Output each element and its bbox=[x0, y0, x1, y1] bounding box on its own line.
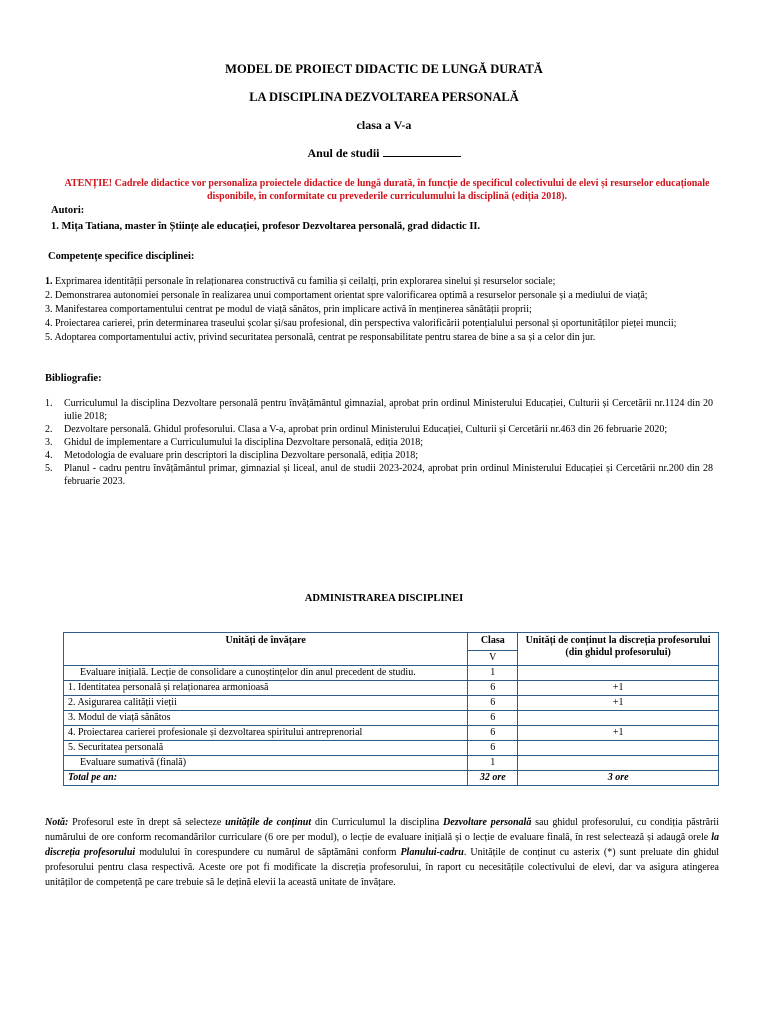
bibliography-heading: Bibliografie: bbox=[45, 373, 102, 384]
row-unit: 3. Modul de viață sănătos bbox=[64, 711, 468, 726]
bibliography-item: 3. Ghidul de implementare a Curriculumului la disciplina Dezvoltare personală, ediția 2018; bbox=[45, 437, 424, 448]
warning-text: Cadrele didactice vor personaliza proiectele didactice de lungă durată, în funcție de specificul colectivului de elevi și resurselor educaționale disponibile, în conformitate cu prevederile curriculumului la disciplină (ediția 2018). bbox=[112, 178, 710, 202]
table-row bbox=[64, 711, 719, 726]
header-content: Unități de conținut la discreția profesorului (din ghidul profesorului) bbox=[518, 633, 719, 666]
warning-notice bbox=[62, 177, 712, 203]
bibliography-item: 2. Dezvoltare personală. Ghidul profesorului. Clasa a V-a, aprobat prin ordinul Ministerului Educației, Culturii și Cercetării nr.463 din 26 februarie 2020; bbox=[45, 424, 668, 435]
row-extra bbox=[518, 711, 719, 726]
competence-item: 3. Manifestarea comportamentului centrat pe modul de viață sănătos, prin implicare activă în menținerea sănătății proprii; bbox=[45, 304, 532, 315]
competence-item: 4. Proiectarea carierei, prin determinarea traseului școlar și/sau profesional, din perspectiva valorificării potențialului personal și oportunităților pieței muncii; bbox=[45, 318, 677, 329]
row-hours: 6 bbox=[468, 711, 518, 726]
bibliography-item: 1. Curriculumul la disciplina Dezvoltare personală pentru învățământul gimnazial, aprobat prin ordinul Ministerului Educației, Culturii și Cercetării nr.1124 din 20 iulie 2018; bbox=[45, 398, 713, 422]
row-extra bbox=[518, 756, 719, 771]
table-row bbox=[64, 756, 719, 771]
bibliography-item: 4. Metodologia de evaluare prin descriptori la disciplina Dezvoltare personală, ediția 2018; bbox=[45, 450, 419, 461]
header-class-v: V bbox=[468, 650, 518, 665]
administration-heading: ADMINISTRAREA DISCIPLINEI bbox=[304, 593, 464, 604]
title-line-4 bbox=[0, 146, 768, 161]
title-line-1: MODEL DE PROIECT DIDACTIC DE LUNGĂ DURATĂ bbox=[225, 62, 543, 76]
header-class: Clasa bbox=[468, 633, 518, 651]
table-total-row bbox=[64, 771, 719, 786]
title-line-2: LA DISCIPLINA DEZVOLTAREA PERSONALĂ bbox=[249, 90, 519, 104]
competences-list bbox=[45, 275, 713, 345]
table-header-row bbox=[64, 633, 719, 651]
row-extra: +1 bbox=[518, 696, 719, 711]
bibliography-list bbox=[45, 397, 713, 488]
header-units: Unități de învățare bbox=[64, 633, 468, 666]
row-unit: 4. Proiectarea carierei profesionale și dezvoltarea spiritului antreprenorial bbox=[64, 726, 468, 741]
table-row bbox=[64, 741, 719, 756]
bibliography-item: 5. Planul - cadru pentru învățământul primar, gimnazial și liceal, anul de studii 2023-2024, aprobat prin ordinul Ministerului Educației și Cercetării nr.200 din 28 februarie 2023. bbox=[45, 463, 713, 487]
row-extra bbox=[518, 741, 719, 756]
row-unit: 2. Asigurarea calității vieții bbox=[64, 696, 468, 711]
row-hours: 1 bbox=[468, 666, 518, 681]
competence-item: 2. Demonstrarea autonomiei personale în realizarea unui comportament orientat spre valorificarea optimă a resurselor personale și a mediului de viață; bbox=[45, 290, 648, 301]
study-year-label: Anul de studii bbox=[307, 146, 380, 160]
row-hours: 1 bbox=[468, 756, 518, 771]
total-hours: 32 ore bbox=[468, 771, 518, 786]
study-year-blank bbox=[383, 146, 461, 157]
authors-heading: Autori: bbox=[51, 205, 85, 216]
competence-item: 1. Exprimarea identității personale în relaționarea constructivă cu familia și ceilalți, prin explorarea sinelui și resurselor sociale; bbox=[45, 276, 556, 287]
total-label: Total pe an: bbox=[64, 771, 468, 786]
total-extra: 3 ore bbox=[518, 771, 719, 786]
row-unit: Evaluare sumativă (finală) bbox=[64, 756, 468, 771]
row-hours: 6 bbox=[468, 696, 518, 711]
row-unit: 5. Securitatea personală bbox=[64, 741, 468, 756]
row-hours: 6 bbox=[468, 726, 518, 741]
warning-label: ATENȚIE! bbox=[64, 178, 113, 189]
title-line-3: clasa a V-a bbox=[356, 118, 412, 132]
author-item: 1. Mița Tatiana, master în Științe ale educației, profesor Dezvoltarea personală, grad didactic II. bbox=[51, 221, 481, 232]
row-unit: Evaluare inițială. Lecție de consolidare a cunoștințelor din anul precedent de studiu. bbox=[64, 666, 468, 681]
competences-heading: Competențe specifice disciplinei: bbox=[48, 251, 195, 262]
row-extra: +1 bbox=[518, 681, 719, 696]
note-paragraph: Notă: Profesorul este în drept să selecteze unitățile de conținut din Curriculumul la disciplina Dezvoltare personală sau ghidul profesorului, cu condiția păstrării numărului de ore conform recomandărilor curriculare (6 ore per modul), o lecție de evaluare inițială și o lecție de evaluare finală, în rest selectează și adaugă orele la discreția profesorului modulului în corespundere cu numărul de săptămâni conform Planului-cadru. Unitățile de conținut cu asterix (*) sunt preluate din ghidul profesorului pentru clasa respectivă. Aceste ore pot fi modificate la discreția profesorului, în raport cu necesitățile colectivului de elevi, dar va asigura atingerea unităților de competență pe care trebuie să le dețină elevii la această unitate de învățare. bbox=[45, 817, 719, 888]
row-hours: 6 bbox=[468, 741, 518, 756]
table-row bbox=[64, 666, 719, 681]
row-hours: 6 bbox=[468, 681, 518, 696]
row-unit: 1. Identitatea personală și relaționarea armonioasă bbox=[64, 681, 468, 696]
row-extra bbox=[518, 666, 719, 681]
table-row bbox=[64, 696, 719, 711]
competence-item: 5. Adoptarea comportamentului activ, privind securitatea personală, centrat pe responsabilitate pentru starea de bine a sa și a celor din jur. bbox=[45, 332, 596, 343]
table-row bbox=[64, 681, 719, 696]
row-extra: +1 bbox=[518, 726, 719, 741]
administration-table bbox=[63, 632, 719, 786]
table-row bbox=[64, 726, 719, 741]
